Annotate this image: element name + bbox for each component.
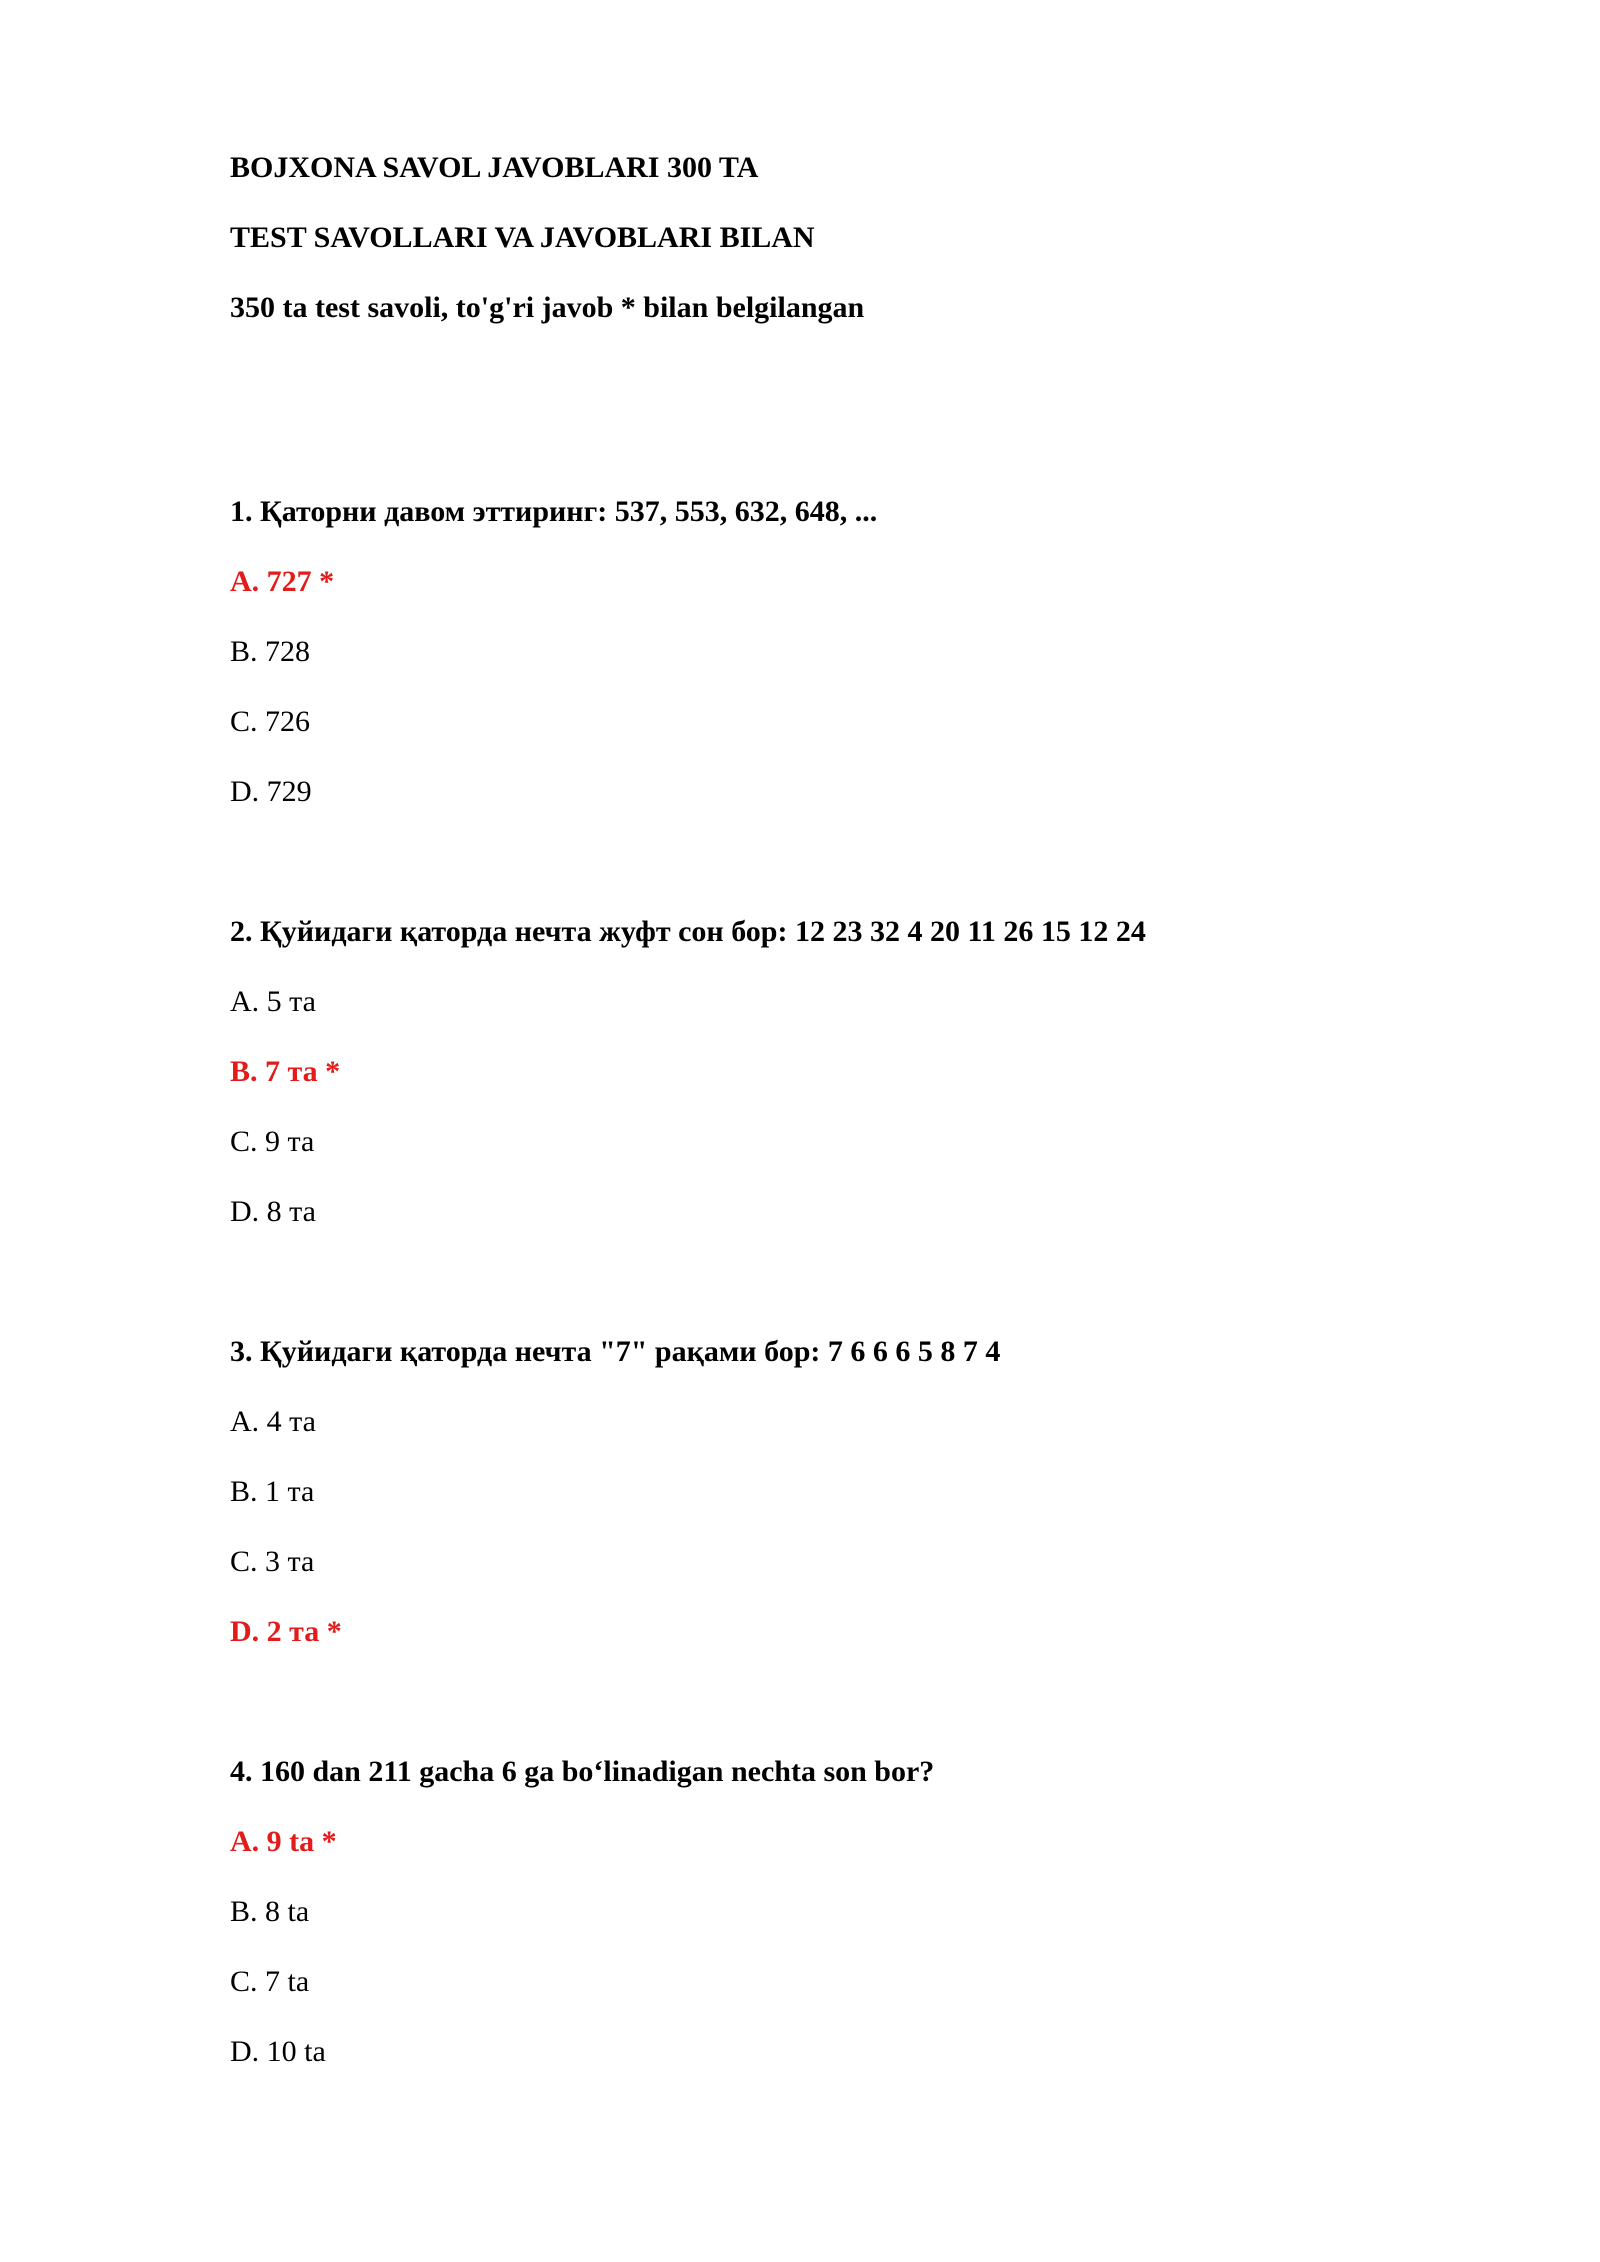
document-title: BOJXONA SAVOL JAVOBLARI 300 TA	[230, 151, 759, 184]
answer-option: B. 8 ta	[230, 1895, 310, 1928]
document-content	[230, 150, 1480, 2104]
document-subtitle: TEST SAVOLLARI VA JAVOBLARI BILAN	[230, 221, 815, 254]
question-spacer	[230, 844, 1480, 914]
answer-option: C. 726	[230, 705, 311, 738]
header-spacer	[230, 360, 1480, 494]
answer-option: C. 3 та	[230, 1545, 315, 1578]
question-block	[230, 494, 1480, 810]
answer-option-correct: D. 2 та *	[230, 1615, 342, 1648]
answer-option: A. 4 та	[230, 1405, 316, 1438]
answer-option: A. 5 та	[230, 985, 316, 1018]
question-text: 1. Қаторни давом эттиринг: 537, 553, 632, 648, ...	[230, 495, 878, 528]
question-text: 2. Қуйидаги қаторда нечта жуфт сон бор: 12 23 32 4 20 11 26 15 12 24	[230, 915, 1146, 948]
answer-option-correct: A. 9 ta *	[230, 1825, 337, 1858]
question-block	[230, 914, 1480, 1230]
answer-option-correct: B. 7 та *	[230, 1055, 341, 1088]
question-block	[230, 1334, 1480, 1650]
question-spacer	[230, 1684, 1480, 1754]
question-text: 4. 160 dan 211 gacha 6 ga bo‘linadigan nechta son bor?	[230, 1755, 935, 1788]
document-note: 350 ta test savoli, to'g'ri javob * bilan belgilangan	[230, 291, 865, 324]
answer-option: B. 1 та	[230, 1475, 315, 1508]
answer-option: D. 729	[230, 775, 312, 808]
question-text: 3. Қуйидаги қаторда нечта "7" рақами бор: 7 6 6 6 5 8 7 4	[230, 1335, 1001, 1368]
question-spacer	[230, 1264, 1480, 1334]
answer-option: C. 9 та	[230, 1125, 315, 1158]
answer-option-correct: A. 727 *	[230, 565, 335, 598]
answer-option: C. 7 ta	[230, 1965, 310, 1998]
answer-option: D. 8 та	[230, 1195, 316, 1228]
question-block	[230, 1754, 1480, 2070]
answer-option: D. 10 ta	[230, 2035, 326, 2068]
answer-option: B. 728	[230, 635, 311, 668]
